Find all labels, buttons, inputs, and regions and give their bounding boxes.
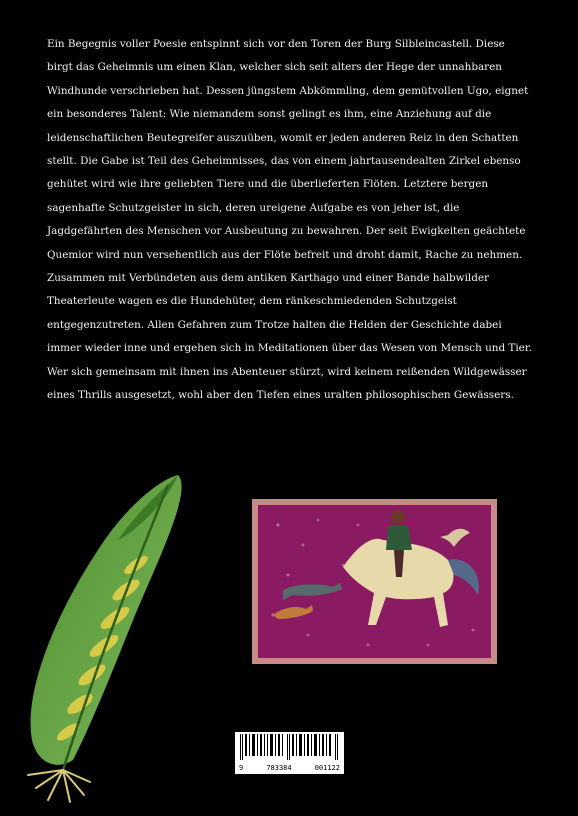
back-cover-blurb: Ein Begegnis voller Poesie entspinnt sich vor den Toren der Burg Silbleincastell. Diese birgt das Geheimnis um einen Klan, welcher sich seit alters der Hege der unnahbaren Windhunde verschrieben hat. Dessen jüngstem Abkömmling, dem gemütvollen Ugo, eignet ein besonderes Talent: Wie niemandem sonst gelingt es ihm, eine Anziehung auf die leidenschaftlichen Beutegreifer auszuüben, womit er jeden anderen Reiz in den Schatten stellt. Die Gabe ist Teil des Geheimnisses, das von einem jahrtausendealten Zirkel ebenso gehütet wird wie ihre geliebten Tiere und die überlieferten Flöten. Letztere bergen sagenhafte Schutzgeister in sich, deren ureigene Aufgabe es von jeher ist, die Jagdgefährten des Menschen vor Ausbeutung zu bewahren. Der seit Ewigkeiten geächtete Quemior wird nun versehentlich aus der Flöte befreit und droht damit, Rache zu nehmen. Zusammen mit Verbündeten aus dem antiken Karthago und einer Bande halbwilder Theaterleute wagen es die Hundehüter, dem ränkeschmiedenden Schutzgeist entgegenzutreten. Allen Gefahren zum Trotze halten die Helden der Geschichte dabei immer wieder inne und ergehen sich in Meditationen über das Wesen von Mensch und Tier. Wer sich gemeinsam mit ihnen ins Abenteuer stürzt, wird keinem reißenden Wildgewässer eines Thrills ausgesetzt, wohl aber den Tiefen eines uralten philosophischen Gewässers. (47, 38, 532, 402)
horse-rider-painting (252, 499, 497, 664)
barcode-digit-lead: 9 (239, 764, 244, 772)
isbn-barcode (235, 732, 344, 774)
barcode-digits-right: 001122 (314, 764, 340, 772)
feather-illustration (18, 470, 198, 805)
barcode-digits-left: 783384 (266, 764, 292, 772)
